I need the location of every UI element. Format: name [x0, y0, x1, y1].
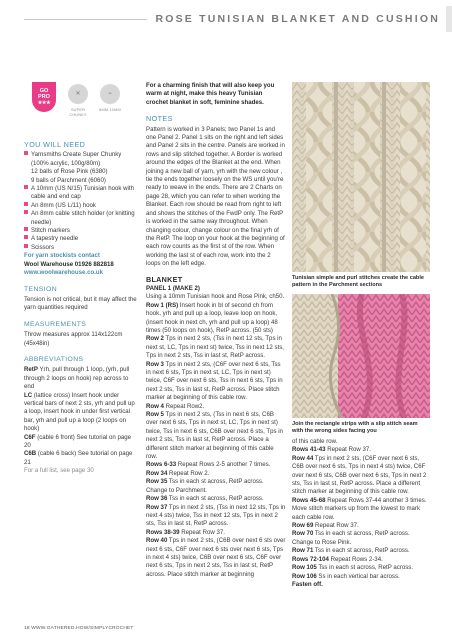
measurements-heading: MEASUREMENTS: [24, 320, 87, 328]
material-item: A 10mm (US N/15) Tunisian hook with cable and end cap: [24, 185, 139, 202]
abbreviations-heading: ABBREVIATIONS: [24, 355, 84, 363]
go-pro-line2: PRO: [38, 94, 50, 100]
measurements-text: Throw measures approx 114x122cm (45x48in): [24, 331, 123, 347]
bullet-square-icon: [24, 235, 28, 239]
intro-text: For a charming finish that will also keep you warm at night, make this heavy Tunisian crochet blanket in soft, feminine shades.: [146, 82, 275, 106]
blanket-heading: BLANKET: [146, 274, 183, 284]
page-header: [24, 6, 452, 32]
bullet-square-icon: [24, 210, 28, 214]
photo-caption-1: Tunisian simple and purl stitches create the cable pattern in the Parchment sections: [292, 275, 425, 289]
pattern-row: Row 40 Tps in next 2 sts, (C6B over next 6 sts over next 6 sts, C6F over next 6 sts over next 6 sts, Tps in next 4 sts) twice, C6B over next 6 sts, C6F over next 6 sts, Tps in next 2 sts, Tss in last st, RetP across. Place stitch marker at beginning: [146, 537, 286, 578]
pattern-row: Rows 38-39 Repeat Row 37.: [146, 528, 225, 536]
go-pro-badge: [32, 82, 56, 112]
parchment-cable-photo: [292, 82, 430, 272]
joining-strips-photo: [292, 294, 430, 418]
notes-heading: NOTES: [146, 114, 173, 124]
abbreviation-item: RetP Yrh, pull through 1 loop, (yrh, pull through 2 loops on hook) rep across to end: [24, 366, 130, 391]
full-list-note: For a full list, see page 30: [24, 467, 94, 475]
material-item: An 8mm (US L/11) hook: [24, 202, 139, 210]
pattern-row: Row 3 Tps in next 2 sts, (C6F over next 6 sts, Tss in next 6 sts, Tps in next st, LC, Tps in next st) twice, C6F over next 6 sts, Tss in next 6 sts, Tps in next 2 sts, Tss in last st, RetP across. Place stitch marker at beginning of this cable row.: [146, 360, 283, 402]
pattern-row: Rows 6-33 Repeat Rows 2-5 another 7 times.: [146, 461, 271, 469]
abbreviation-item: C6B (cable 6 back) See tutorial on page 21: [24, 450, 133, 466]
joining-strips-image: [292, 294, 430, 418]
material-item: An 8mm cable stitch holder (or knitting needle): [24, 210, 139, 227]
pattern-continued-column: [292, 438, 430, 589]
yarn-weight-label: SUPER CHUNKY: [69, 108, 87, 117]
material-item: Scissors: [24, 244, 139, 252]
hook-size-label: 8MM 10MM: [99, 108, 121, 112]
pattern-row: Rows 72-104 Repeat Rows 2-34.: [292, 555, 383, 563]
photo-caption-2: Join the rectangle strips with a slip stitch seam with the wrong sides facing you: [292, 421, 418, 435]
pattern-row: Row 1 (RS) Insert hook in bl of second ch from hook, yrh and pull up a loop, leave loop on hook, (insert hook in next ch, yrh and pull up a loop) 48 times (50 loops on hook), RetP across. (50 sts): [146, 301, 278, 334]
stockist-line1: For yarn stockists contact: [24, 252, 100, 260]
material-item: Yarnsmiths Create Super Chunky (100% acrylic, 100g/80m): [24, 151, 139, 168]
panel-intro: Using a 10mm Tunisian hook and Rose Pink, ch50.: [146, 293, 285, 301]
pattern-row: Row 105 Tss in each st across, RetP across.: [292, 564, 414, 572]
bullet-square-icon: [24, 151, 28, 155]
tension-heading: TENSION: [24, 285, 58, 293]
pattern-row: Row 2 Tps in next 2 sts, (Tss in next 12 sts, Tps in next st, LC, Tps in next st) twice, Tss in next 12 sts, Tps in next 2 sts, Tss in last st, RetP across.: [146, 335, 284, 360]
pattern-row: Row 106 Ss in each vertical bar across.: [292, 572, 400, 580]
stockist-url: www.woolwarehouse.co.uk: [24, 269, 104, 277]
notes-text: Pattern is worked in 3 Panels; two Panel 1s and one Panel 2. Panel 1 sits on the right and left sides and Panel 2 sits in the centre. Panels are worked in rows and slip stitched together. A Border is worked around the edges of the Blanket at the end. When joining a new ball of yarn, yrh with the new colour , tie the ends together loosely on the WS until you're ready to weave in the ends. There are 2 Charts on page 28, which you can refer to when working the Blanket. Each row should be read from right to left and shows the stitches of the FwdP only. The RetP is worked in the same way throughout. When changing colour, change colour on the final yrh of the RetP. The loop on your hook at the beginning of each row counts as the first st of the row. When working the last st of each row, work into the 2 loops on the left edge.: [146, 125, 285, 268]
continued-text: of this cable row.: [292, 438, 338, 445]
go-pro-line1: GO: [39, 88, 49, 94]
bullet-square-icon: [24, 227, 28, 231]
pattern-row: Row 37 Tps in next 2 sts, (Tss in next 12 sts, Tps in next 4 sts) twice, Tss in next 12 sts, Tps in next 2 sts, Tss in last st, RetP across.: [146, 503, 286, 528]
pattern-row: Rows 41-43 Repeat Row 37.: [292, 446, 371, 454]
pattern-column: [146, 82, 286, 579]
pattern-rows: [146, 302, 286, 579]
material-item: 12 balls of Rose Pink (6380): [31, 168, 108, 176]
abbreviation-item: LC (lattice cross) Insert hook under vertical bars of next 2 sts, yrh and pull up a loop, insert hook in under first vertical bar, yrh and pull up a loop (2 loops on hook): [24, 391, 135, 433]
pattern-row: Row 5 Tps in next 2 sts, (Tss in next 6 sts, C6B over next 6 sts, Tps in next st, LC, Tps in next st) twice, Tss in next 6 sts, C6B over next 6 sts, Tps in next 2 sts, Tss in last st, RetP across. Place a different stitch marker at beginning of this cable row.: [146, 411, 283, 461]
pattern-row: Fasten off.: [292, 580, 323, 588]
you-will-need-heading: YOU WILL NEED: [24, 140, 86, 149]
page-title: ROSE TUNISIAN BLANKET AND CUSHION: [155, 13, 440, 25]
difficulty-badges: [32, 82, 142, 132]
hook-size-icon: ⌁: [100, 84, 120, 104]
tension-text: Tension is not critical, but it may affect the yarn quantities required: [24, 295, 137, 312]
abbreviations-list: [24, 366, 139, 467]
pattern-row: Row 34 Repeat Row 2.: [146, 469, 210, 477]
pattern-row: Row 4 Repeat Row2.: [146, 402, 205, 410]
pattern-row: Rows 45-68 Repeat Rows 37-44 another 3 times. Move stitch markers up from the lowest to mark each cable row.: [292, 496, 427, 521]
go-pro-stars: ★★★: [37, 100, 51, 106]
pattern-row: Row 36 Tss in each st across, RetP across.: [146, 495, 264, 503]
material-item: 9 balls of Parchment (6060): [31, 176, 106, 184]
bullet-square-icon: [24, 244, 28, 248]
pattern-row: Row 69 Repeat Row 37.: [292, 522, 359, 530]
bullet-square-icon: [24, 185, 28, 189]
bullet-square-icon: [24, 202, 28, 206]
pattern-row: Row 70 Tss in each st across, RetP across. Change to Rose Pink.: [292, 530, 410, 546]
yarn-weight-icon: ✕: [68, 84, 88, 104]
pattern-rows-continued: [292, 446, 430, 589]
material-item: A tapestry needle: [24, 235, 139, 243]
pattern-row: Row 35 Tss in each st across, RetP across. Change to Parchment.: [146, 478, 264, 494]
material-item: Stitch markers: [24, 227, 139, 235]
page-footer: 18 WWW.GATHERED.HOW/SIMPLYCROCHET: [24, 626, 134, 631]
header-tab: [446, 6, 452, 32]
parchment-cable-image: [292, 82, 430, 272]
panel-heading: PANEL 1 (MAKE 2): [146, 284, 200, 292]
abbreviation-item: C6F (cable 6 front) See tutorial on page 20: [24, 433, 132, 449]
stockist-line2: Wool Warehouse 01926 882818: [24, 260, 114, 268]
header-rule: [24, 19, 147, 20]
materials-column: [24, 138, 139, 476]
pattern-row: Row 71 Tss in each st across, RetP across.: [292, 547, 410, 555]
materials-list: [24, 151, 139, 252]
pattern-row: Row 44 Tps in next 2 sts, (C6F over next 6 sts, C6B over next 6 sts, Tps in next 4 sts) twice, C6F over next 6 sts, C6B over next 6 sts, Tps in next 2 sts, Tss in last st, RetP across. Place a different stitch marker at beginning of this cable row.: [292, 454, 427, 496]
